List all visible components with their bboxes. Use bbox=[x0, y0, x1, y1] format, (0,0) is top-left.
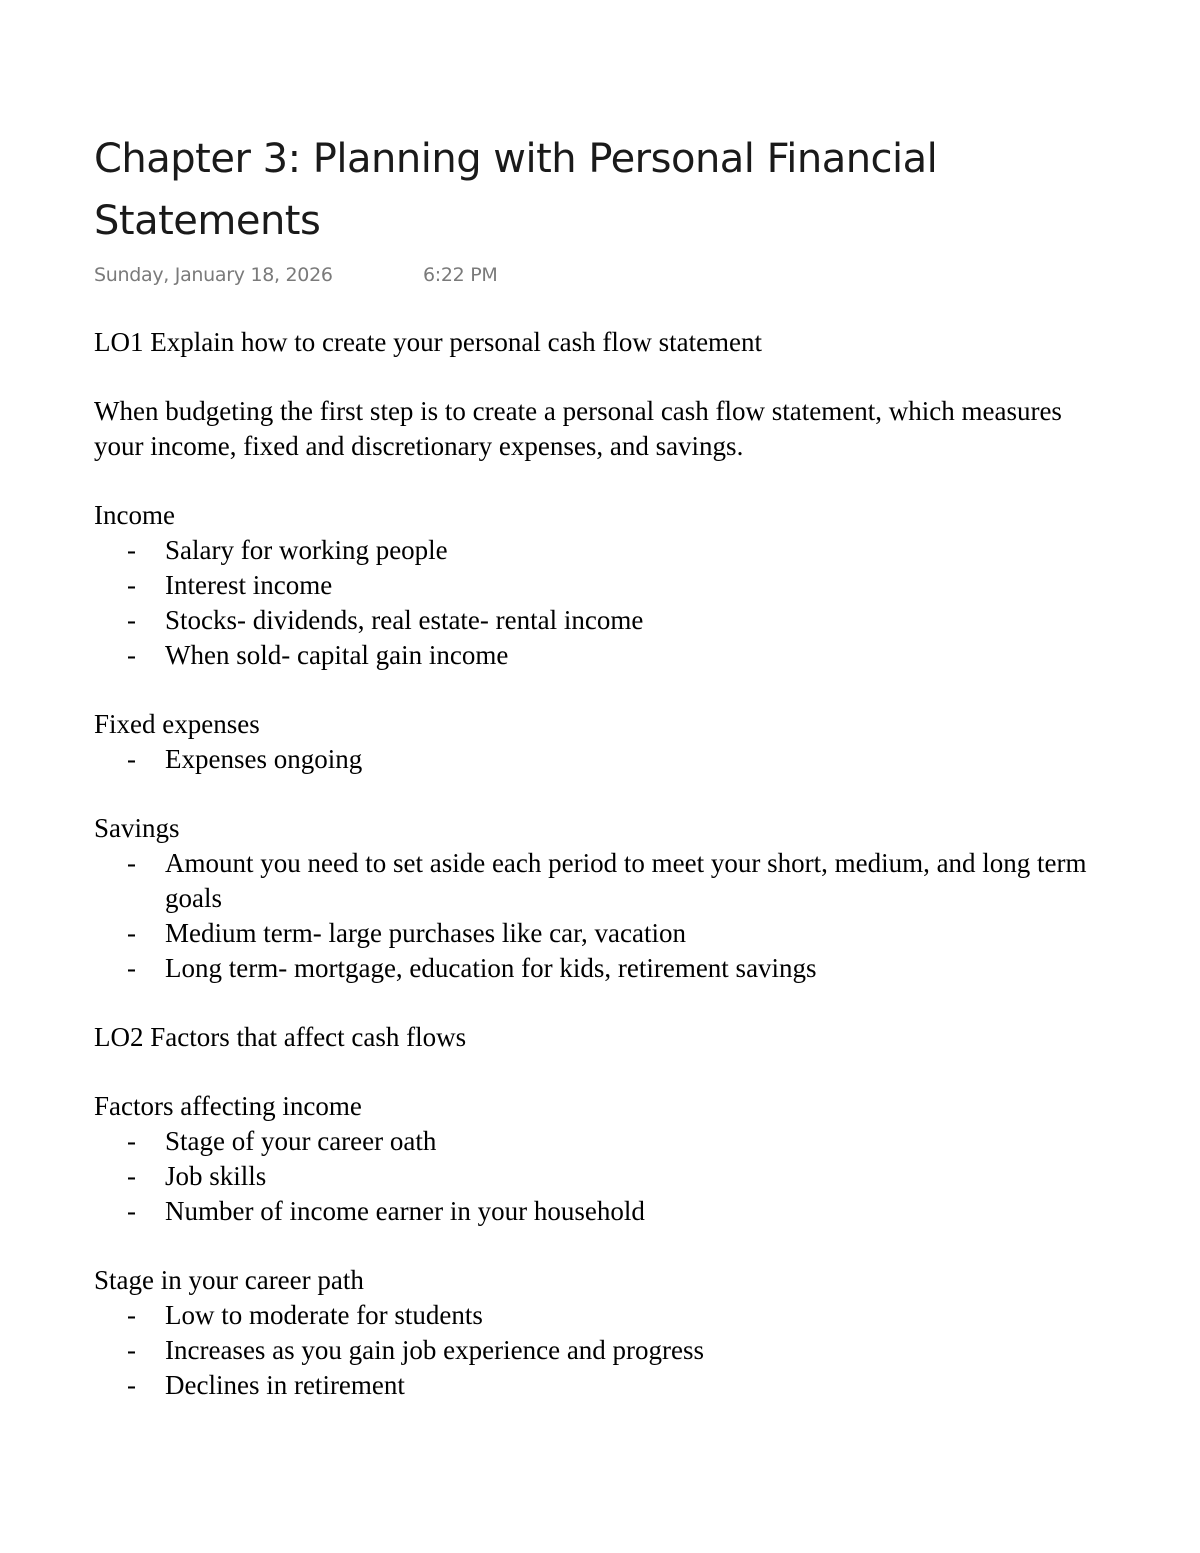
list-item bbox=[94, 1298, 1114, 1333]
fixed-expenses-list bbox=[94, 742, 1114, 777]
bullet-dash: - bbox=[127, 1161, 136, 1191]
lo1-heading: LO1 Explain how to create your personal cash flow statement bbox=[94, 327, 763, 357]
list-item bbox=[94, 742, 1114, 777]
list-item bbox=[94, 1159, 1114, 1194]
list-item-text: Amount you need to set aside each period to meet your short, medium, and long term goals bbox=[165, 848, 1087, 913]
bullet-dash: - bbox=[127, 1300, 136, 1330]
income-list bbox=[94, 533, 1114, 673]
list-item-text: Declines in retirement bbox=[165, 1370, 405, 1400]
fixed-expenses-heading: Fixed expenses bbox=[94, 709, 260, 739]
list-item bbox=[94, 533, 1114, 568]
page-title: Chapter 3: Planning with Personal Financial Statements bbox=[94, 136, 938, 244]
list-item-text: Salary for working people bbox=[165, 535, 448, 565]
list-item-text: Long term- mortgage, education for kids, retirement savings bbox=[165, 953, 817, 983]
note-date: Sunday, January 18, 2026 bbox=[94, 264, 333, 286]
list-item-text: Expenses ongoing bbox=[165, 744, 363, 774]
career-stage-list bbox=[94, 1298, 1114, 1403]
factors-income-list bbox=[94, 1124, 1114, 1229]
factors-income-heading: Factors affecting income bbox=[94, 1091, 362, 1121]
intro-paragraph: When budgeting the first step is to create a personal cash flow statement, which measures your income, fixed and discretionary expenses, and savings. bbox=[94, 396, 1062, 461]
bullet-dash: - bbox=[127, 570, 136, 600]
bullet-dash: - bbox=[127, 605, 136, 635]
list-item-text: Low to moderate for students bbox=[165, 1300, 483, 1330]
note-body bbox=[94, 325, 1114, 1403]
list-item-text: Job skills bbox=[165, 1161, 267, 1191]
bullet-dash: - bbox=[127, 1126, 136, 1156]
list-item-text: Increases as you gain job experience and progress bbox=[165, 1335, 705, 1365]
bullet-dash: - bbox=[127, 744, 136, 774]
note-time: 6:22 PM bbox=[423, 264, 498, 286]
bullet-dash: - bbox=[127, 1335, 136, 1365]
list-item-text: When sold- capital gain income bbox=[165, 640, 509, 670]
list-item bbox=[94, 603, 1114, 638]
income-heading: Income bbox=[94, 500, 175, 530]
list-item bbox=[94, 1368, 1114, 1403]
career-stage-heading: Stage in your career path bbox=[94, 1265, 364, 1295]
savings-heading: Savings bbox=[94, 813, 180, 843]
list-item-text: Stage of your career oath bbox=[165, 1126, 437, 1156]
list-item bbox=[94, 916, 1114, 951]
list-item bbox=[94, 638, 1114, 673]
list-item bbox=[94, 846, 1114, 916]
bullet-dash: - bbox=[127, 848, 136, 878]
list-item-text: Stocks- dividends, real estate- rental income bbox=[165, 605, 644, 635]
list-item bbox=[94, 951, 1114, 986]
list-item-text: Number of income earner in your household bbox=[165, 1196, 645, 1226]
bullet-dash: - bbox=[127, 953, 136, 983]
list-item-text: Interest income bbox=[165, 570, 333, 600]
list-item bbox=[94, 1124, 1114, 1159]
bullet-dash: - bbox=[127, 1196, 136, 1226]
bullet-dash: - bbox=[127, 918, 136, 948]
savings-list bbox=[94, 846, 1114, 986]
note-timestamp bbox=[94, 264, 497, 286]
list-item bbox=[94, 1333, 1114, 1368]
list-item-text: Medium term- large purchases like car, vacation bbox=[165, 918, 686, 948]
bullet-dash: - bbox=[127, 640, 136, 670]
list-item bbox=[94, 568, 1114, 603]
bullet-dash: - bbox=[127, 1370, 136, 1400]
bullet-dash: - bbox=[127, 535, 136, 565]
list-item bbox=[94, 1194, 1114, 1229]
lo2-heading: LO2 Factors that affect cash flows bbox=[94, 1022, 467, 1052]
